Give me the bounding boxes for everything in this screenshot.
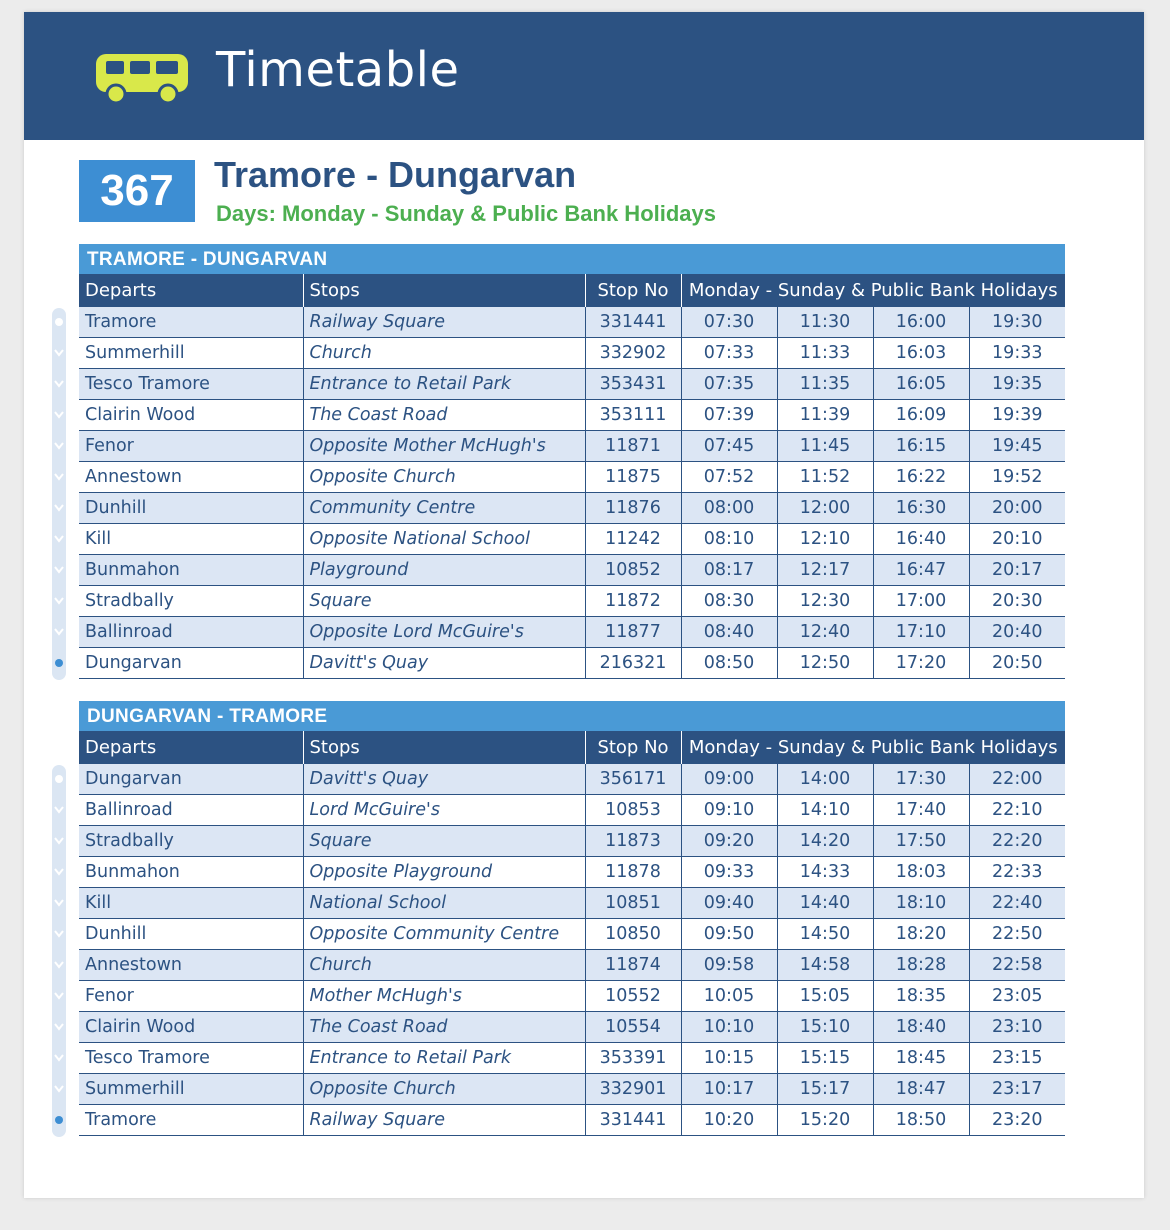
stop-name-cell: Davitt's Quay xyxy=(303,648,585,679)
inbound-rows xyxy=(79,764,1065,1136)
departure-time-cell: 08:40 xyxy=(681,617,777,648)
departure-time-cell: 14:10 xyxy=(777,795,873,826)
col-stop-no: Stop No xyxy=(585,274,681,307)
departure-time-cell: 14:58 xyxy=(777,950,873,981)
table-row xyxy=(79,1012,1065,1043)
departure-time-cell: 17:00 xyxy=(873,586,969,617)
stop-number-cell: 353391 xyxy=(585,1043,681,1074)
departs-cell: Fenor xyxy=(79,981,303,1012)
departure-time-cell: 16:05 xyxy=(873,369,969,400)
outbound-header-row xyxy=(79,274,1065,307)
departure-time-cell: 07:33 xyxy=(681,338,777,369)
stop-name-cell: Opposite Lord McGuire's xyxy=(303,617,585,648)
departure-time-cell: 17:50 xyxy=(873,826,969,857)
stop-name-cell: Railway Square xyxy=(303,1105,585,1136)
departure-time-cell: 20:00 xyxy=(969,493,1065,524)
departure-time-cell: 09:20 xyxy=(681,826,777,857)
departs-cell: Kill xyxy=(79,524,303,555)
stop-name-cell: Opposite Mother McHugh's xyxy=(303,431,585,462)
departure-time-cell: 18:20 xyxy=(873,919,969,950)
outbound-section xyxy=(79,244,1065,679)
departure-time-cell: 07:39 xyxy=(681,400,777,431)
table-row xyxy=(79,524,1065,555)
departure-time-cell: 20:17 xyxy=(969,555,1065,586)
departs-cell: Clairin Wood xyxy=(79,1012,303,1043)
table-row xyxy=(79,493,1065,524)
col-stop-no: Stop No xyxy=(585,731,681,764)
table-row xyxy=(79,586,1065,617)
departure-time-cell: 23:17 xyxy=(969,1074,1065,1105)
header-banner xyxy=(24,12,1144,140)
table-row xyxy=(79,981,1065,1012)
stop-number-cell: 11877 xyxy=(585,617,681,648)
departure-time-cell: 22:20 xyxy=(969,826,1065,857)
departure-time-cell: 09:50 xyxy=(681,919,777,950)
departure-time-cell: 18:35 xyxy=(873,981,969,1012)
stop-number-cell: 216321 xyxy=(585,648,681,679)
inbound-title: DUNGARVAN - TRAMORE xyxy=(79,701,1065,731)
stop-name-cell: Opposite Community Centre xyxy=(303,919,585,950)
departs-cell: Dungarvan xyxy=(79,648,303,679)
departure-time-cell: 19:52 xyxy=(969,462,1065,493)
departure-time-cell: 08:00 xyxy=(681,493,777,524)
departure-time-cell: 19:33 xyxy=(969,338,1065,369)
departure-time-cell: 15:20 xyxy=(777,1105,873,1136)
departure-time-cell: 08:17 xyxy=(681,555,777,586)
departure-time-cell: 17:40 xyxy=(873,795,969,826)
table-row xyxy=(79,400,1065,431)
stop-name-cell: The Coast Road xyxy=(303,1012,585,1043)
stop-number-cell: 11242 xyxy=(585,524,681,555)
departure-time-cell: 09:33 xyxy=(681,857,777,888)
departure-time-cell: 10:10 xyxy=(681,1012,777,1043)
table-row xyxy=(79,338,1065,369)
stop-number-cell: 10851 xyxy=(585,888,681,919)
departure-time-cell: 19:39 xyxy=(969,400,1065,431)
departure-time-cell: 22:00 xyxy=(969,764,1065,795)
stop-number-cell: 331441 xyxy=(585,1105,681,1136)
departure-time-cell: 09:10 xyxy=(681,795,777,826)
table-row xyxy=(79,1074,1065,1105)
route-number-badge: 367 xyxy=(79,160,195,222)
stop-number-cell: 10552 xyxy=(585,981,681,1012)
departure-time-cell: 22:50 xyxy=(969,919,1065,950)
departs-cell: Tramore xyxy=(79,307,303,338)
departs-cell: Ballinroad xyxy=(79,795,303,826)
table-row xyxy=(79,826,1065,857)
table-row xyxy=(79,888,1065,919)
col-departs: Departs xyxy=(79,731,303,764)
stop-number-cell: 11873 xyxy=(585,826,681,857)
departure-time-cell: 18:10 xyxy=(873,888,969,919)
departs-cell: Bunmahon xyxy=(79,555,303,586)
stop-name-cell: Opposite National School xyxy=(303,524,585,555)
departure-time-cell: 16:15 xyxy=(873,431,969,462)
departure-time-cell: 18:50 xyxy=(873,1105,969,1136)
departure-time-cell: 20:40 xyxy=(969,617,1065,648)
table-row xyxy=(79,555,1065,586)
departure-time-cell: 19:35 xyxy=(969,369,1065,400)
col-stops: Stops xyxy=(303,731,585,764)
col-stops: Stops xyxy=(303,274,585,307)
departure-time-cell: 19:45 xyxy=(969,431,1065,462)
stop-name-cell: National School xyxy=(303,888,585,919)
stop-number-cell: 11876 xyxy=(585,493,681,524)
route-line-outbound xyxy=(49,308,69,680)
stop-name-cell: The Coast Road xyxy=(303,400,585,431)
table-row xyxy=(79,857,1065,888)
table-row xyxy=(79,648,1065,679)
departure-time-cell: 09:40 xyxy=(681,888,777,919)
departure-time-cell: 11:35 xyxy=(777,369,873,400)
departure-time-cell: 12:17 xyxy=(777,555,873,586)
departure-time-cell: 08:10 xyxy=(681,524,777,555)
departure-time-cell: 12:10 xyxy=(777,524,873,555)
outbound-title: TRAMORE - DUNGARVAN xyxy=(79,244,1065,274)
stop-name-cell: Railway Square xyxy=(303,307,585,338)
table-row xyxy=(79,1105,1065,1136)
departs-cell: Annestown xyxy=(79,462,303,493)
stop-name-cell: Square xyxy=(303,586,585,617)
departure-time-cell: 23:10 xyxy=(969,1012,1065,1043)
stop-number-cell: 11874 xyxy=(585,950,681,981)
departure-time-cell: 16:09 xyxy=(873,400,969,431)
departure-time-cell: 07:35 xyxy=(681,369,777,400)
stop-number-cell: 331441 xyxy=(585,307,681,338)
departure-time-cell: 23:20 xyxy=(969,1105,1065,1136)
stop-name-cell: Opposite Playground xyxy=(303,857,585,888)
departure-time-cell: 11:39 xyxy=(777,400,873,431)
departure-time-cell: 16:47 xyxy=(873,555,969,586)
table-row xyxy=(79,617,1065,648)
departure-time-cell: 11:45 xyxy=(777,431,873,462)
departs-cell: Fenor xyxy=(79,431,303,462)
stop-name-cell: Church xyxy=(303,338,585,369)
stop-name-cell: Entrance to Retail Park xyxy=(303,1043,585,1074)
stop-number-cell: 332901 xyxy=(585,1074,681,1105)
departure-time-cell: 20:30 xyxy=(969,586,1065,617)
departure-time-cell: 09:00 xyxy=(681,764,777,795)
departure-time-cell: 12:30 xyxy=(777,586,873,617)
departure-time-cell: 12:50 xyxy=(777,648,873,679)
departure-time-cell: 22:40 xyxy=(969,888,1065,919)
departure-time-cell: 15:05 xyxy=(777,981,873,1012)
departure-time-cell: 22:33 xyxy=(969,857,1065,888)
table-row xyxy=(79,950,1065,981)
departure-time-cell: 08:50 xyxy=(681,648,777,679)
route-days: Days: Monday - Sunday & Public Bank Holidays xyxy=(216,201,716,226)
col-times: Monday - Sunday & Public Bank Holidays xyxy=(681,274,1065,307)
departure-time-cell: 19:30 xyxy=(969,307,1065,338)
departure-time-cell: 11:30 xyxy=(777,307,873,338)
departure-time-cell: 11:52 xyxy=(777,462,873,493)
col-times: Monday - Sunday & Public Bank Holidays xyxy=(681,731,1065,764)
route-track-icon xyxy=(49,308,69,680)
stop-name-cell: Church xyxy=(303,950,585,981)
stop-name-cell: Opposite Church xyxy=(303,462,585,493)
stop-name-cell: Lord McGuire's xyxy=(303,795,585,826)
table-row xyxy=(79,919,1065,950)
outbound-rows xyxy=(79,307,1065,679)
departure-time-cell: 07:52 xyxy=(681,462,777,493)
departs-cell: Summerhill xyxy=(79,338,303,369)
departs-cell: Tesco Tramore xyxy=(79,369,303,400)
departs-cell: Stradbally xyxy=(79,586,303,617)
outbound-table xyxy=(79,274,1065,679)
departure-time-cell: 15:15 xyxy=(777,1043,873,1074)
table-row xyxy=(79,795,1065,826)
page-title: Timetable xyxy=(216,42,460,98)
departure-time-cell: 07:45 xyxy=(681,431,777,462)
departure-time-cell: 18:40 xyxy=(873,1012,969,1043)
departure-time-cell: 18:47 xyxy=(873,1074,969,1105)
stop-name-cell: Entrance to Retail Park xyxy=(303,369,585,400)
departs-cell: Tesco Tramore xyxy=(79,1043,303,1074)
stop-number-cell: 10853 xyxy=(585,795,681,826)
departure-time-cell: 16:03 xyxy=(873,338,969,369)
departs-cell: Summerhill xyxy=(79,1074,303,1105)
stop-name-cell: Mother McHugh's xyxy=(303,981,585,1012)
stop-name-cell: Square xyxy=(303,826,585,857)
departure-time-cell: 16:22 xyxy=(873,462,969,493)
table-row xyxy=(79,369,1065,400)
departure-time-cell: 12:00 xyxy=(777,493,873,524)
route-track-icon xyxy=(49,765,69,1137)
departure-time-cell: 15:17 xyxy=(777,1074,873,1105)
departure-time-cell: 12:40 xyxy=(777,617,873,648)
stop-number-cell: 11872 xyxy=(585,586,681,617)
col-departs: Departs xyxy=(79,274,303,307)
departs-cell: Dunhill xyxy=(79,919,303,950)
departs-cell: Dungarvan xyxy=(79,764,303,795)
departure-time-cell: 15:10 xyxy=(777,1012,873,1043)
departs-cell: Tramore xyxy=(79,1105,303,1136)
stop-number-cell: 356171 xyxy=(585,764,681,795)
table-row xyxy=(79,764,1065,795)
stop-name-cell: Opposite Church xyxy=(303,1074,585,1105)
table-row xyxy=(79,431,1065,462)
departure-time-cell: 18:28 xyxy=(873,950,969,981)
departs-cell: Dunhill xyxy=(79,493,303,524)
departs-cell: Kill xyxy=(79,888,303,919)
departs-cell: Bunmahon xyxy=(79,857,303,888)
departure-time-cell: 22:10 xyxy=(969,795,1065,826)
stop-number-cell: 11875 xyxy=(585,462,681,493)
stop-number-cell: 332902 xyxy=(585,338,681,369)
departure-time-cell: 07:30 xyxy=(681,307,777,338)
departs-cell: Stradbally xyxy=(79,826,303,857)
stop-number-cell: 353111 xyxy=(585,400,681,431)
departure-time-cell: 14:20 xyxy=(777,826,873,857)
departure-time-cell: 08:30 xyxy=(681,586,777,617)
stop-number-cell: 353431 xyxy=(585,369,681,400)
departure-time-cell: 10:20 xyxy=(681,1105,777,1136)
departs-cell: Clairin Wood xyxy=(79,400,303,431)
route-line-inbound xyxy=(49,765,69,1137)
departure-time-cell: 18:45 xyxy=(873,1043,969,1074)
timetable-card xyxy=(24,12,1144,1198)
departure-time-cell: 22:58 xyxy=(969,950,1065,981)
departure-time-cell: 23:15 xyxy=(969,1043,1065,1074)
departure-time-cell: 14:50 xyxy=(777,919,873,950)
inbound-table xyxy=(79,731,1065,1136)
table-row xyxy=(79,1043,1065,1074)
departure-time-cell: 16:00 xyxy=(873,307,969,338)
departure-time-cell: 16:30 xyxy=(873,493,969,524)
departure-time-cell: 20:10 xyxy=(969,524,1065,555)
table-row xyxy=(79,462,1065,493)
departure-time-cell: 18:03 xyxy=(873,857,969,888)
departure-time-cell: 16:40 xyxy=(873,524,969,555)
stop-number-cell: 10850 xyxy=(585,919,681,950)
departure-time-cell: 17:10 xyxy=(873,617,969,648)
departure-time-cell: 10:05 xyxy=(681,981,777,1012)
stop-number-cell: 10554 xyxy=(585,1012,681,1043)
stop-name-cell: Playground xyxy=(303,555,585,586)
stop-name-cell: Community Centre xyxy=(303,493,585,524)
route-name: Tramore - Dungarvan xyxy=(214,154,577,195)
departure-time-cell: 20:50 xyxy=(969,648,1065,679)
departure-time-cell: 10:15 xyxy=(681,1043,777,1074)
departs-cell: Ballinroad xyxy=(79,617,303,648)
stop-number-cell: 11878 xyxy=(585,857,681,888)
departure-time-cell: 11:33 xyxy=(777,338,873,369)
departure-time-cell: 23:05 xyxy=(969,981,1065,1012)
stop-number-cell: 10852 xyxy=(585,555,681,586)
departure-time-cell: 17:30 xyxy=(873,764,969,795)
departure-time-cell: 14:00 xyxy=(777,764,873,795)
departure-time-cell: 14:33 xyxy=(777,857,873,888)
table-row xyxy=(79,307,1065,338)
departure-time-cell: 10:17 xyxy=(681,1074,777,1105)
departure-time-cell: 14:40 xyxy=(777,888,873,919)
inbound-header-row xyxy=(79,731,1065,764)
bus-icon xyxy=(94,52,190,106)
inbound-section xyxy=(79,701,1065,1136)
departure-time-cell: 09:58 xyxy=(681,950,777,981)
stop-name-cell: Davitt's Quay xyxy=(303,764,585,795)
departure-time-cell: 17:20 xyxy=(873,648,969,679)
stop-number-cell: 11871 xyxy=(585,431,681,462)
departs-cell: Annestown xyxy=(79,950,303,981)
